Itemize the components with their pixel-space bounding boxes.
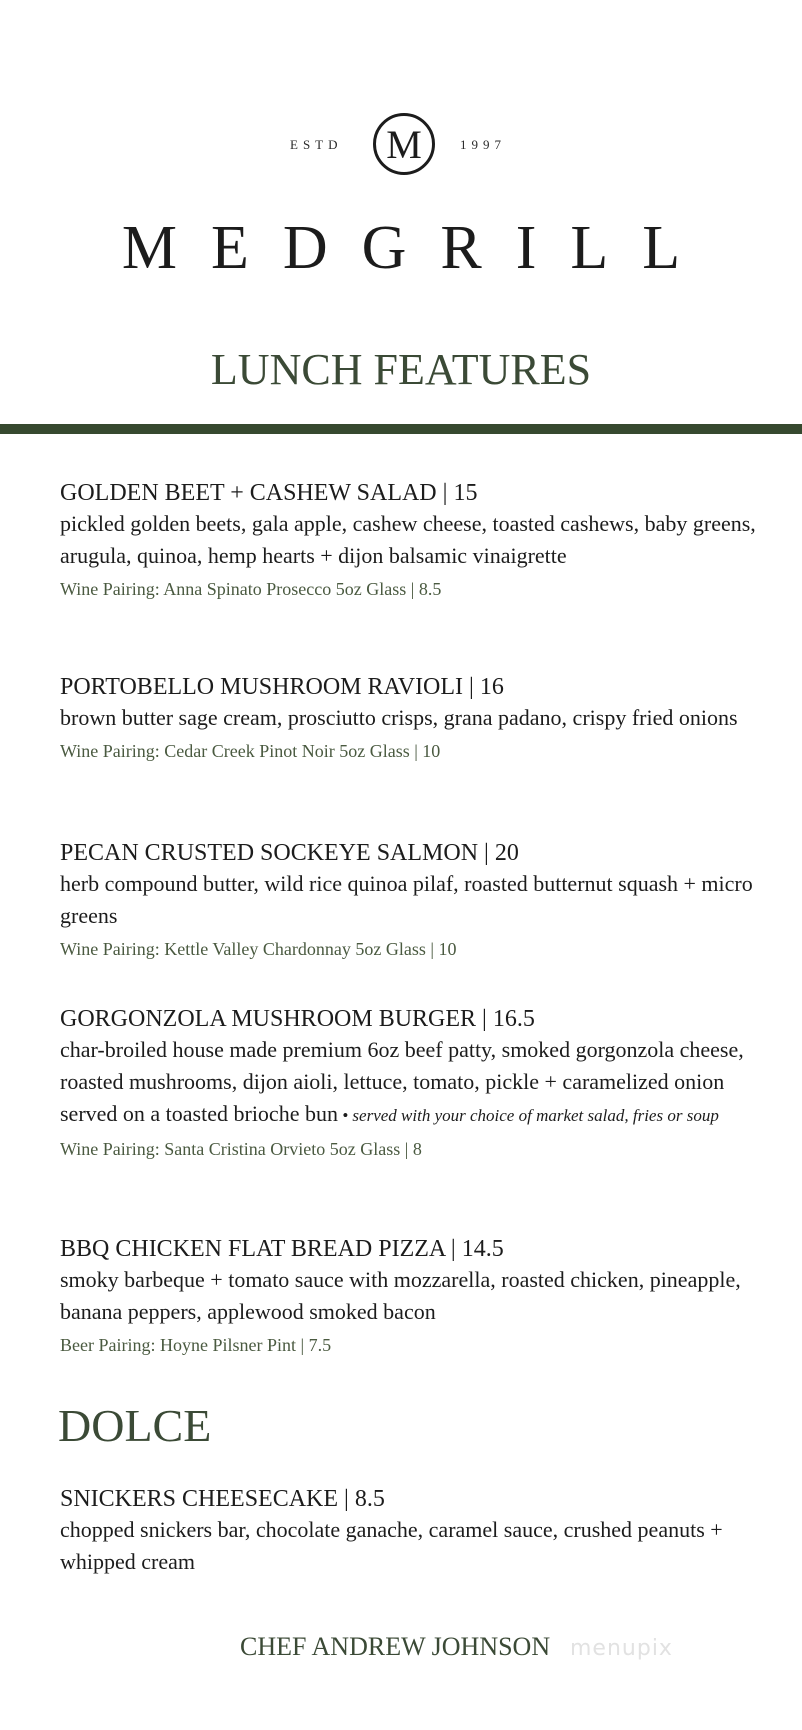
dessert-item-description: chopped snickers bar, chocolate ganache, caramel sauce, crushed peanuts + whipped cream: [60, 1517, 723, 1574]
menu-item-description: [60, 1034, 760, 1132]
menu-header: [0, 0, 802, 420]
menu-item-title: PORTOBELLO MUSHROOM RAVIOLI | 16: [60, 674, 504, 700]
dessert-item: [60, 1484, 760, 1578]
established-badge: [0, 113, 802, 183]
established-label: ESTD: [290, 137, 343, 152]
menu-item: [60, 1234, 760, 1360]
menu-item: [60, 838, 760, 964]
menu-item-title: BBQ CHICKEN FLAT BREAD PIZZA | 14.5: [60, 1236, 504, 1262]
section-divider: [0, 424, 802, 434]
menu-item-description: smoky barbeque + tomato sauce with mozzarella, roasted chicken, pineapple, banana peppers, applewood smoked bacon: [60, 1267, 741, 1324]
restaurant-name: MEDGRILL: [121, 214, 715, 282]
menu-item: [60, 672, 760, 766]
menu-item-description: herb compound butter, wild rice quinoa pilaf, roasted butternut squash + micro greens: [60, 871, 753, 928]
section-title-dolce: DOLCE: [58, 1400, 212, 1451]
menu-item-title: PECAN CRUSTED SOCKEYE SALMON | 20: [60, 840, 519, 866]
menu-item-pairing: Wine Pairing: Santa Cristina Orvieto 5oz Glass | 8: [60, 1139, 422, 1159]
menu-item-pairing: Wine Pairing: Kettle Valley Chardonnay 5oz Glass | 10: [60, 939, 457, 959]
menu-item: [60, 1004, 760, 1164]
dessert-item-title: SNICKERS CHEESECAKE | 8.5: [60, 1486, 385, 1512]
menu-item-description-text: char-broiled house made premium 6oz beef patty, smoked gorgonzola cheese, roasted mushrooms, dijon aioli, lettuce, tomato, pickle + caramelized onion served on a toasted brioche bun: [60, 1037, 744, 1126]
menu-item: [60, 478, 760, 604]
menu-item-description: pickled golden beets, gala apple, cashew cheese, toasted cashews, baby greens, arugula, quinoa, hemp hearts + dijon balsamic vinaigrette: [60, 511, 756, 568]
chef-name: CHEF ANDREW JOHNSON: [240, 1632, 551, 1661]
menu-item-pairing: Wine Pairing: Anna Spinato Prosecco 5oz Glass | 8.5: [60, 579, 442, 599]
menu-item-description: brown butter sage cream, prosciutto crisps, grana padano, crispy fried onions: [60, 705, 738, 730]
menu-item-side-note: • served with your choice of market salad, fries or soup: [337, 1106, 719, 1125]
menu-item-pairing: Beer Pairing: Hoyne Pilsner Pint | 7.5: [60, 1335, 332, 1355]
section-title-lunch: LUNCH FEATURES: [210, 345, 592, 394]
menu-item-title: GORGONZOLA MUSHROOM BURGER | 16.5: [60, 1006, 535, 1032]
logo-monogram-icon: M: [373, 113, 435, 175]
menu-item-pairing: Wine Pairing: Cedar Creek Pinot Noir 5oz Glass | 10: [60, 741, 441, 761]
established-year: 1997: [460, 137, 506, 152]
menu-item-title: GOLDEN BEET + CASHEW SALAD | 15: [60, 480, 478, 506]
watermark-logo: menupix: [570, 1636, 673, 1661]
